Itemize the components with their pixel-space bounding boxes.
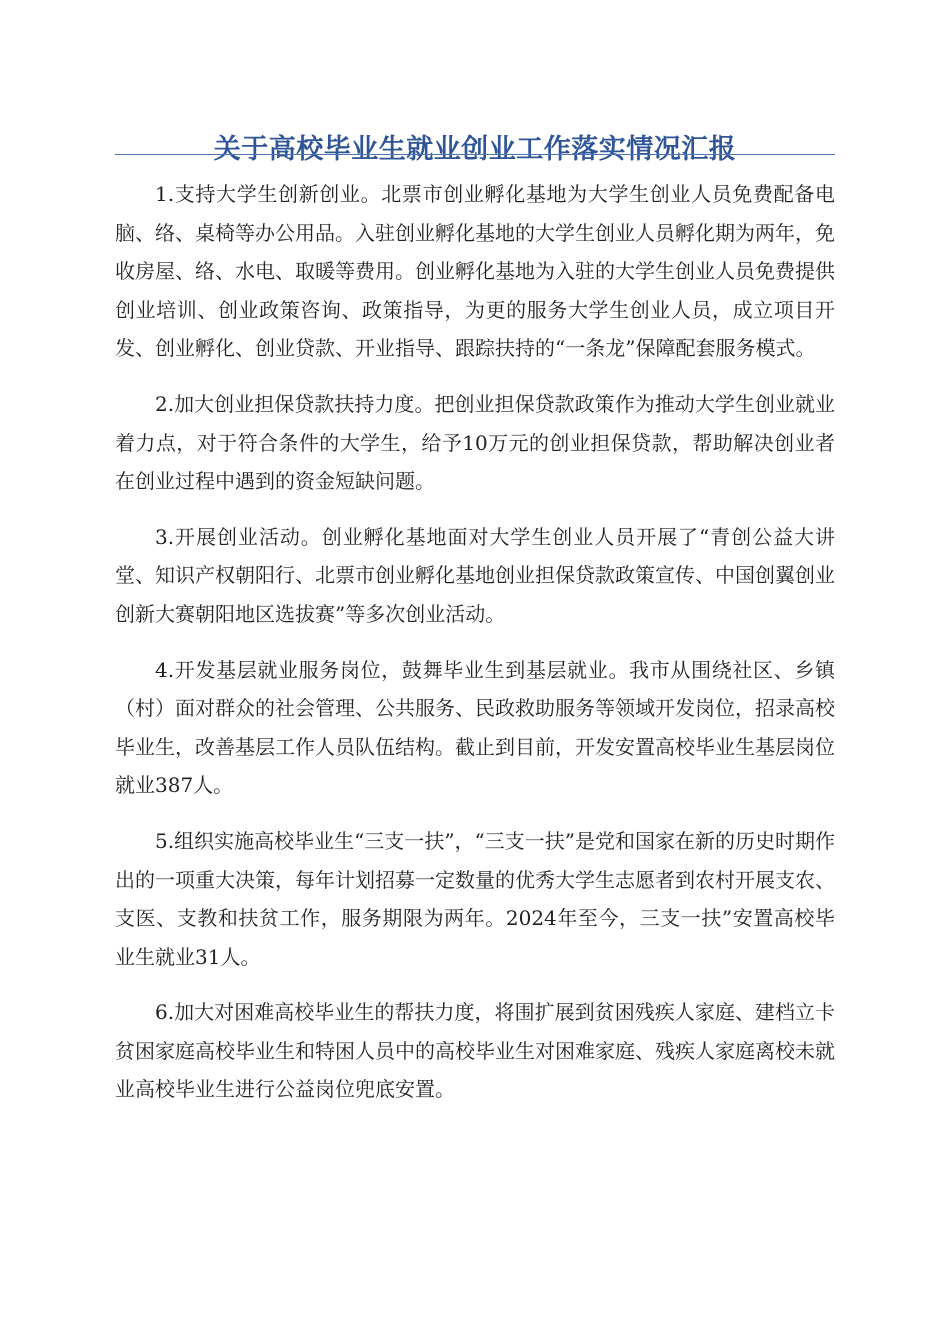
paragraph-2: 2.加大创业担保贷款扶持力度。把创业担保贷款政策作为推动大学生创业就业着力点，对于符合条件的大学生，给予10万元的创业担保贷款，帮助解决创业者在创业过程中遇到的资金短缺问题。 xyxy=(115,391,835,494)
document-body xyxy=(115,175,835,1126)
paragraph-6: 6.加大对困难高校毕业生的帮扶力度，将围扩展到贫困残疾人家庭、建档立卡贫困家庭高校毕业生和特困人员中的高校毕业生对困难家庭、残疾人家庭离校未就业高校毕业生进行公益岗位兜底安置。 xyxy=(115,1000,835,1102)
paragraph-4: 4.开发基层就业服务岗位，鼓舞毕业生到基层就业。我市从围绕社区、乡镇（村）面对群众的社会管理、公共服务、民政救助服务等领域开发岗位，招录高校毕业生，改善基层工作人员队伍结构。截止到目前，开发安置高校毕业生基层岗位就业387人。 xyxy=(115,657,835,798)
title-underline xyxy=(115,154,835,155)
document-title: 关于高校毕业生就业创业工作落实情况汇报 xyxy=(213,134,737,166)
paragraph-5: 5.组织实施高校毕业生“三支一扶”，“三支一扶”是党和国家在新的历史时期作出的一项重大决策，每年计划招募一定数量的优秀大学生志愿者到农村开展支农、支医、支教和扶贫工作，服务期限为两年。2024年至今，三支一扶”安置高校毕业生就业31人。 xyxy=(115,828,835,969)
paragraph-3: 3.开展创业活动。创业孵化基地面对大学生创业人员开展了“青创公益大讲堂、知识产权朝阳行、北票市创业孵化基地创业担保贷款政策宣传、中国创翼创业创新大赛朝阳地区选拔赛”等多次创业活动。 xyxy=(115,524,835,626)
paragraph-1: 1.支持大学生创新创业。北票市创业孵化基地为大学生创业人员免费配备电脑、络、桌椅等办公用品。入驻创业孵化基地的大学生创业人员孵化期为两年，免收房屋、络、水电、取暖等费用。创业孵化基地为入驻的大学生创业人员免费提供创业培训、创业政策咨询、政策指导，为更的服务大学生创业人员，成立项目开发、创业孵化、创业贷款、开业指导、跟踪扶持的“一条龙”保障配套服务模式。 xyxy=(115,182,835,361)
